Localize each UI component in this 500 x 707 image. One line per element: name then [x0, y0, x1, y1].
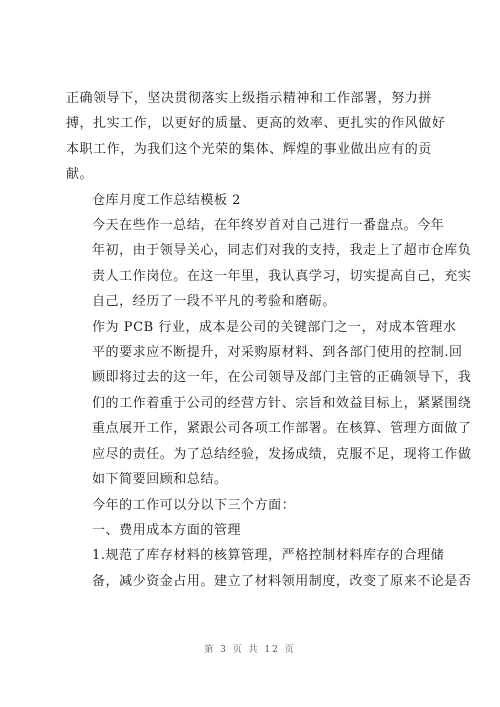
paragraph-line: 重点展开工作，紧跟公司各项工作部署。在核算、管理方面做了	[92, 421, 472, 437]
paragraph	[66, 315, 472, 493]
paragraph-line: 本职工作，为我们这个光荣的集体、辉煌的事业做出应有的贡	[66, 141, 432, 157]
paragraph-line: 今天在些作一总结，在年终岁首对自己进行一番盘点。今年	[92, 218, 445, 234]
paragraph	[66, 213, 472, 315]
paragraph-line: 们的工作着重于公司的经营方针、宗旨和效益目标上，紧紧围绕	[92, 395, 472, 411]
paragraph	[66, 86, 446, 188]
paragraph-line: 作为 PCB 行业，成本是公司的关键部门之一，对成本管理水	[92, 319, 457, 335]
page-number-footer: 第 3 页 共 12 页	[204, 645, 296, 655]
paragraph	[66, 543, 472, 594]
paragraph-line: 平的要求应不断提升，对采购原材料、到各部门使用的控制.回	[92, 345, 463, 361]
document-body	[66, 86, 472, 594]
paragraph-line: 一、费用成本方面的管理	[92, 522, 242, 538]
paragraph	[66, 188, 438, 213]
paragraph-line: 仓库月度工作总结模板 2	[92, 192, 242, 208]
paragraph-line: 1.规范了库存材料的核算管理，严格控制材料库存的合理储	[92, 548, 445, 564]
paragraph-line: 今年的工作可以分以下三个方面：	[92, 497, 296, 513]
paragraph-line: 顾即将过去的这一年，在公司领导及部门主管的正确领导下，我	[92, 370, 472, 386]
paragraph	[66, 518, 438, 543]
paragraph-line: 应尽的责任。为了总结经验，发扬成绩，克服不足，现将工作做	[92, 446, 472, 462]
paragraph-line: 责人工作岗位。在这一年里，我认真学习，切实提高自己，充实	[92, 268, 472, 284]
paragraph-line: 搏，扎实工作，以更好的质量、更高的效率、更扎实的作风做好	[66, 116, 446, 132]
paragraph-line: 备，减少资金占用。建立了材料领用制度，改变了原来不论是否	[92, 573, 472, 589]
paragraph-line: 如下简要回顾和总结。	[92, 472, 228, 488]
paragraph	[66, 493, 438, 518]
paragraph-line: 自己，经历了一段不平凡的考验和磨砺。	[92, 294, 336, 310]
paragraph-line: 正确领导下，坚决贯彻落实上级指示精神和工作部署，努力拼	[66, 91, 432, 106]
paragraph-line: 年初，由于领导关心，同志们对我的支持，我走上了超市仓库负	[92, 243, 472, 259]
paragraph-line: 献。	[66, 167, 94, 183]
